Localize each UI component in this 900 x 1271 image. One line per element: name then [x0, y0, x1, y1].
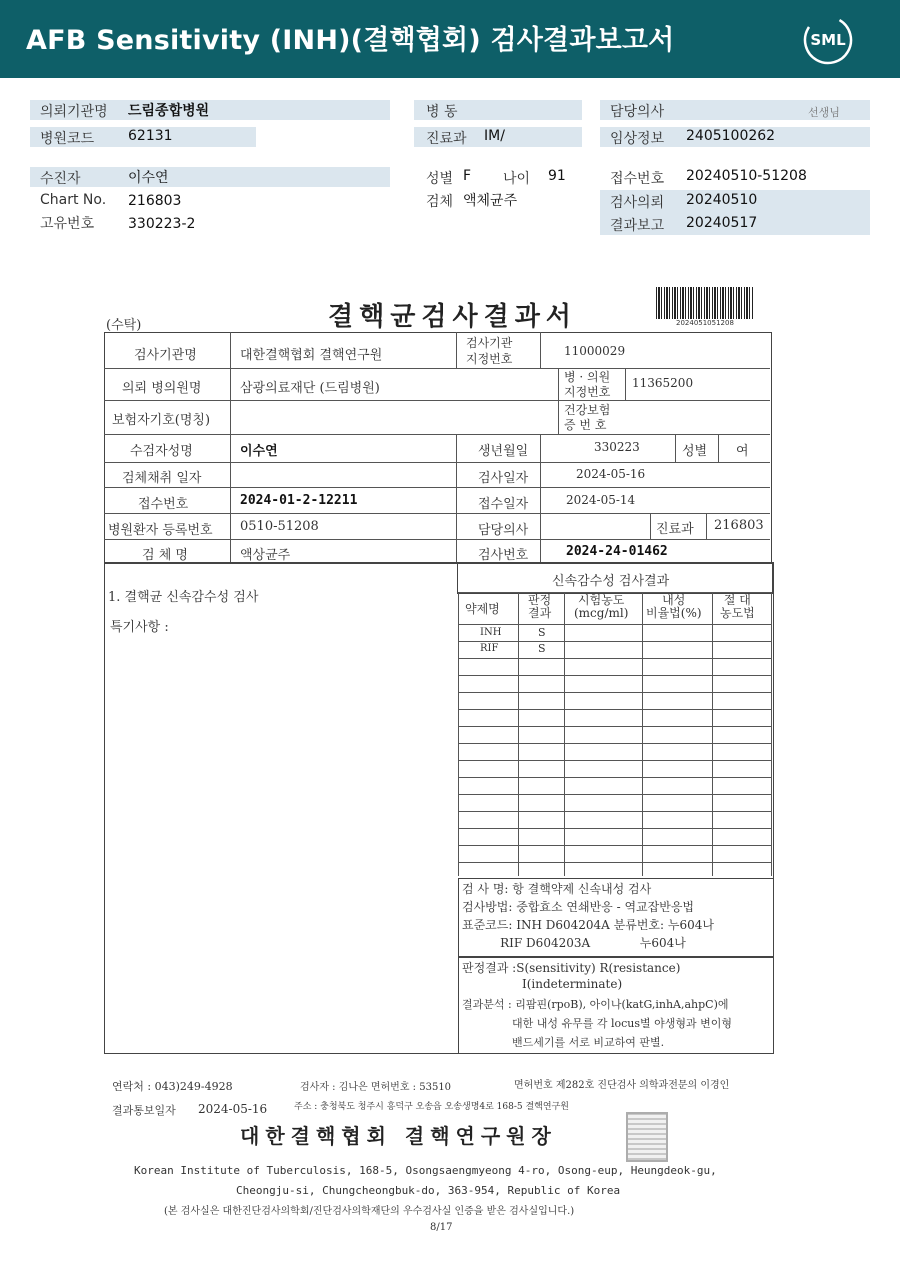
r2-code-value: 11365200 — [632, 376, 694, 390]
r4-sex-value: 여 — [736, 444, 749, 459]
notify-date: 2024-05-16 — [198, 1102, 268, 1116]
r7-label: 병원환자 등록번호 — [108, 523, 213, 538]
r7-doctor-label: 담당의사 — [478, 523, 529, 538]
left-text-1: 1. 결핵균 신속감수성 검사 — [108, 590, 259, 605]
request-value: 20240510 — [686, 192, 758, 208]
r2-code-label1: 병 · 의원 — [564, 370, 611, 384]
col-ratio: 내성 비율법(%) — [646, 593, 702, 620]
r8-value: 액상균주 — [240, 548, 291, 563]
r1-label: 검사기관명 — [134, 348, 197, 363]
barcode-number: 2024051051208 — [676, 319, 734, 327]
row-result-rif: S — [538, 642, 546, 655]
clinical-label: 임상정보 — [610, 131, 665, 147]
report-title: AFB Sensitivity (INH)(결핵협회) 검사결과보고서 — [26, 25, 675, 56]
r1-code-value: 11000029 — [564, 344, 626, 358]
report-value: 20240517 — [686, 215, 758, 231]
r4-value: 이수연 — [240, 444, 278, 459]
method-line-2: 검사방법: 중합효소 연쇄반응 - 역교잡반응법 — [462, 900, 695, 914]
r1-value: 대한결핵협회 결핵연구원 — [240, 348, 383, 363]
r2-value: 삼광의료재단 (드림병원) — [240, 381, 380, 396]
chart-label: Chart No. — [40, 192, 107, 208]
institution-label: 의뢰기관명 — [40, 104, 108, 120]
col-absolute: 절 대 농도법 — [720, 593, 755, 620]
r2-label: 의뢰 병의원명 — [122, 381, 202, 396]
col-drug: 약제명 — [465, 602, 500, 616]
row-result-inh: S — [538, 626, 546, 639]
r4-dob-value: 330223 — [594, 440, 640, 454]
col-result: 판정 결과 — [528, 593, 552, 620]
english-address-2: Cheongju-si, Chungcheongbuk-do, 363-954, Republic of Korea — [236, 1184, 621, 1197]
r5-date-value: 2024-05-16 — [576, 467, 646, 481]
age-label: 나이 — [503, 171, 531, 187]
report-label: 결과보고 — [610, 218, 665, 234]
r3-label: 보험자기호(명칭) — [112, 413, 211, 428]
specimen-label: 검체 — [426, 194, 454, 210]
r6-label: 접수번호 — [138, 497, 189, 512]
request-label: 검사의뢰 — [610, 195, 665, 211]
report-header — [0, 0, 900, 78]
official-seal — [626, 1112, 668, 1162]
patient-label: 수진자 — [40, 171, 81, 187]
r5-date-label: 검사일자 — [478, 471, 529, 486]
sex-label: 성별 — [426, 171, 454, 187]
license: 면허번호 제282호 진단검사 의학과전문의 이경인 — [514, 1080, 730, 1091]
r6-value: 2024-01-2-12211 — [240, 493, 358, 508]
tester: 검사자 : 김나은 면허번호 : 53510 — [300, 1082, 452, 1093]
hospital-code-label: 병원코드 — [40, 131, 95, 147]
r4-label: 수검자성명 — [130, 444, 193, 459]
r4-dob-label: 생년월일 — [478, 444, 529, 459]
result-title: 신속감수성 검사결과 — [552, 574, 670, 589]
left-text-2: 특기사항 : — [110, 620, 169, 635]
r7-dept-value: 216803 — [714, 518, 764, 533]
analysis-line-3: 밴드세기를 서로 비교하여 판별. — [512, 1036, 665, 1049]
r7-dept-label: 진료과 — [656, 522, 694, 537]
scanned-report — [100, 282, 780, 1242]
r5-label: 검체채취 일자 — [122, 471, 202, 486]
certification: (본 검사실은 대한진단검사의학회/진단검사의학재단의 우수검사실 인증을 받은 검사실입니다.) — [164, 1206, 575, 1217]
age-value: 91 — [548, 168, 566, 184]
sex-value: F — [463, 168, 472, 184]
results-grid — [458, 592, 772, 876]
contact: 연락처 : 043)249-4928 — [112, 1080, 233, 1093]
sml-logo — [802, 14, 854, 66]
col-conc: 시험농도 (mcg/ml) — [574, 593, 629, 620]
r8-no-label: 검사번호 — [478, 548, 529, 563]
ward-label: 병 동 — [426, 104, 458, 120]
specimen-value: 액체균주 — [463, 193, 518, 209]
method-line-1: 검 사 명: 항 결핵약제 신속내성 검사 — [462, 882, 652, 896]
patient-bar — [30, 167, 390, 187]
r8-label: 검 체 명 — [142, 548, 188, 563]
judge-line-2: I(indeterminate) — [522, 977, 623, 991]
r6-date-value: 2024-05-14 — [566, 493, 636, 507]
analysis-line-2: 대한 내성 유무를 각 locus별 야생형과 변이형 — [512, 1017, 733, 1030]
receipt-value: 20240510-51208 — [686, 168, 807, 184]
row-drug-inh: INH — [480, 627, 502, 638]
doctor-label: 담당의사 — [610, 104, 665, 120]
chart-value: 216803 — [128, 193, 182, 209]
method-line-4: RIF D604203A 누604나 — [462, 936, 686, 950]
r1-code-label1: 검사기관 — [466, 336, 513, 350]
hospital-code-value: 62131 — [128, 128, 173, 144]
institution-value: 드림종합병원 — [128, 103, 210, 119]
r3-code-label2: 증 번 호 — [564, 418, 607, 432]
clinical-value: 2405100262 — [686, 128, 776, 144]
svg-text:SML: SML — [810, 31, 846, 49]
analysis-line-1: 결과분석 : 리팜핀(rpoB), 아이나(katG,inhA,ahpC)에 — [462, 998, 729, 1011]
receipt-label: 접수번호 — [610, 171, 665, 187]
row-drug-rif: RIF — [480, 643, 499, 654]
dept-label: 진료과 — [426, 131, 467, 147]
r8-no-value: 2024-24-01462 — [566, 544, 668, 559]
barcode — [656, 287, 754, 319]
method-line-3: 표준코드: INH D604204A 분류번호: 누604나 — [462, 918, 714, 932]
r2-code-label2: 지정번호 — [564, 385, 611, 399]
english-address-1: Korean Institute of Tuberculosis, 168-5, Osongsaengmyeong 4-ro, Osong-eup, Heungdeok-gu, — [134, 1164, 717, 1177]
r6-date-label: 접수일자 — [478, 497, 529, 512]
uid-label: 고유번호 — [40, 216, 95, 232]
notify-label: 결과통보일자 — [112, 1104, 176, 1117]
patient-value: 이수연 — [128, 170, 169, 186]
uid-value: 330223-2 — [128, 216, 196, 232]
r4-sex-label: 성별 — [682, 444, 708, 459]
r7-value: 0510-51208 — [240, 519, 319, 534]
doctor-suffix: 선생님 — [808, 106, 840, 119]
suta-label: (수탁) — [106, 318, 142, 333]
page-number: 8/17 — [430, 1222, 453, 1233]
dept-value: IM/ — [484, 128, 505, 144]
institute-name: 대한결핵협회 결핵연구원장 — [240, 1124, 557, 1148]
address: 주소 : 충청북도 청주시 흥덕구 오송읍 오송생명4로 168-5 결핵연구원 — [294, 1102, 569, 1112]
scan-title: 결핵균검사결과서 — [328, 302, 577, 332]
r1-code-label2: 지정번호 — [466, 352, 513, 366]
judge-line-1: 판정결과 :S(sensitivity) R(resistance) — [462, 961, 681, 975]
r3-code-label1: 건강보험 — [564, 403, 611, 417]
